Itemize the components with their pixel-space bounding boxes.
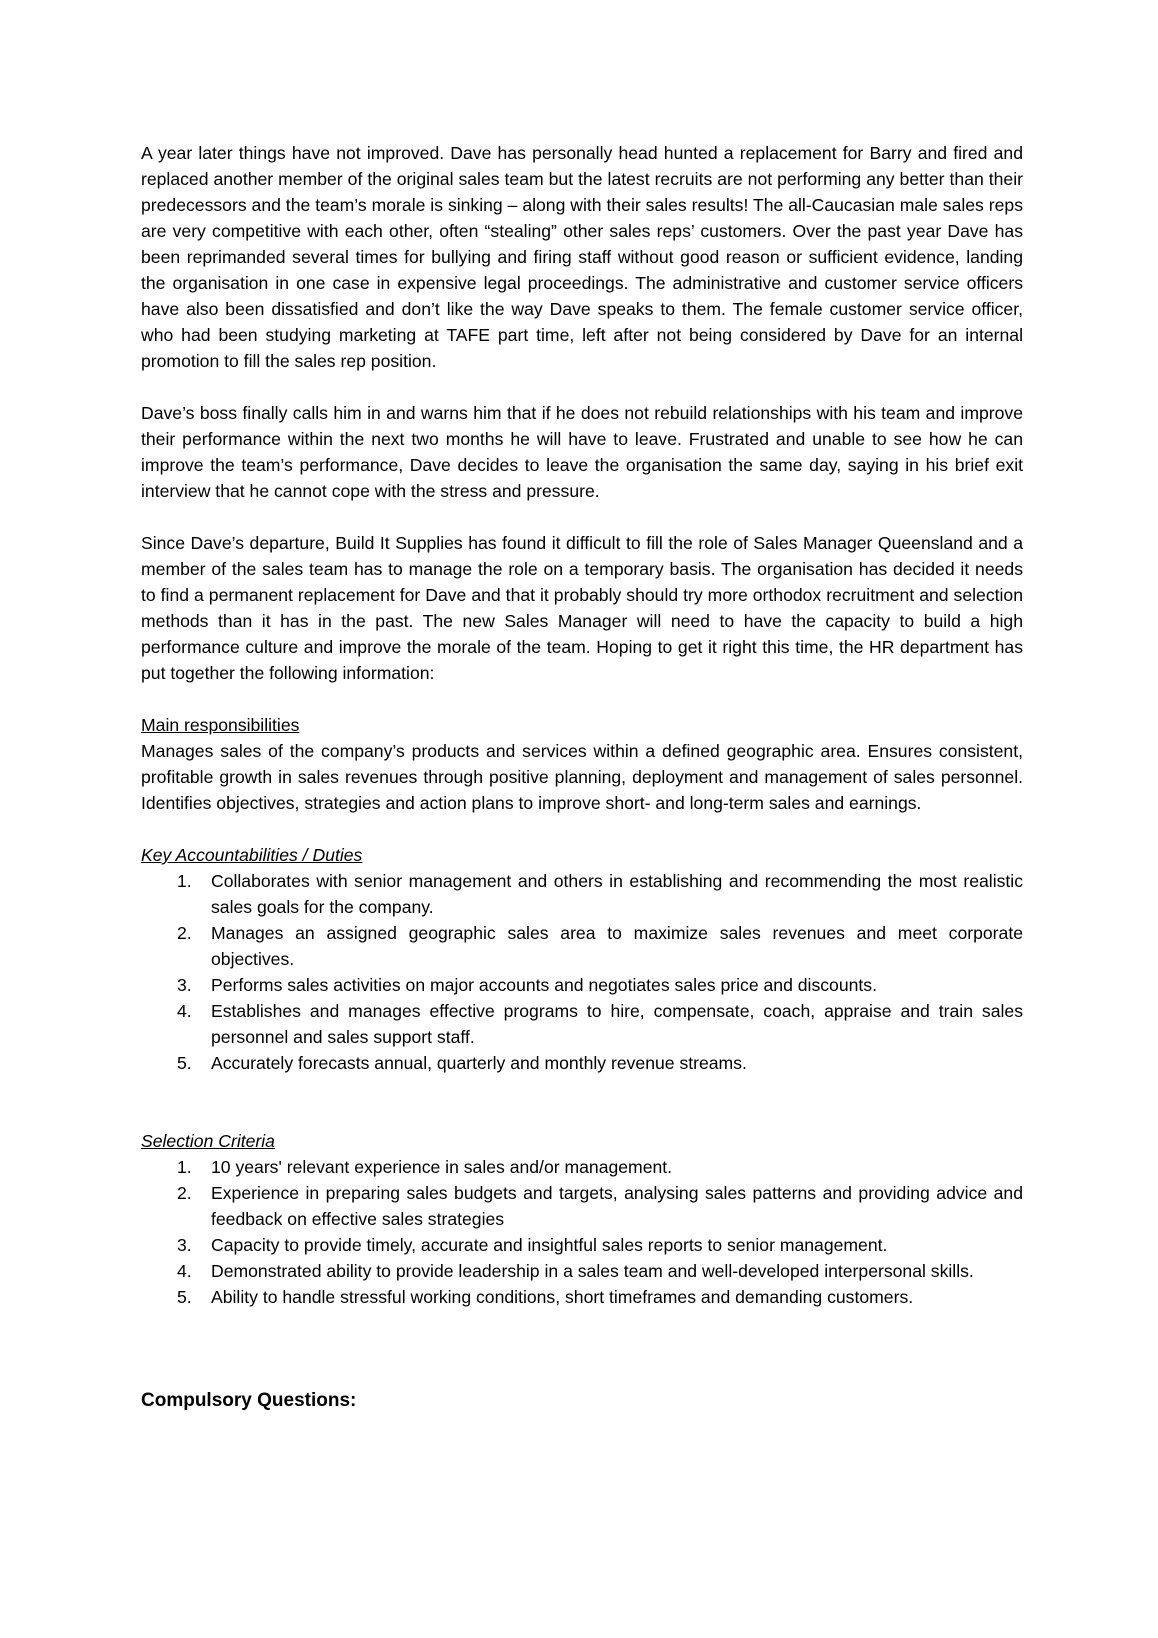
list-item-text: Collaborates with senior management and others in establishing and recommending the most realistic sales goals for the company.	[211, 871, 1023, 917]
list-number: 1.	[177, 871, 192, 891]
main-responsibilities-section	[141, 712, 1023, 816]
list-item	[141, 1232, 1023, 1258]
list-number: 3.	[177, 975, 192, 995]
list-item	[141, 1258, 1023, 1284]
paragraph-year-later: A year later things have not improved. Dave has personally head hunted a replacement for Barry and fired and replaced another member of the original sales team but the latest recruits are not performing any better than their predecessors and the team’s morale is sinking – along with their sales results! The all-Caucasian male sales reps are very competitive with each other, often “stealing” other sales reps’ customers. Over the past year Dave has been reprimanded several times for bullying and firing staff without good reason or sufficient evidence, landing the organisation in one case in expensive legal proceedings. The administrative and customer service officers have also been dissatisfied and don’t like the way Dave speaks to them. The female customer service officer, who had been studying marketing at TAFE part time, left after not being considered by Dave for an internal promotion to fill the sales rep position.	[141, 143, 1023, 371]
list-item-text: Capacity to provide timely, accurate and insightful sales reports to senior management.	[211, 1235, 888, 1255]
list-item-text: Manages an assigned geographic sales area to maximize sales revenues and meet corporate objectives.	[211, 923, 1023, 969]
selection-criteria-heading: Selection Criteria	[141, 1131, 275, 1151]
list-item-text: Performs sales activities on major accounts and negotiates sales price and discounts.	[211, 975, 877, 995]
paragraph-departure: Since Dave’s departure, Build It Supplies has found it difficult to fill the role of Sales Manager Queensland and a member of the sales team has to manage the role on a temporary basis. The organisation has decided it needs to find a permanent replacement for Dave and that it probably should try more orthodox recruitment and selection methods than it has in the past. The new Sales Manager will need to have the capacity to build a high performance culture and improve the morale of the team. Hoping to get it right this time, the HR department has put together the following information:	[141, 533, 1023, 683]
list-number: 5.	[177, 1287, 192, 1307]
list-number: 1.	[177, 1157, 192, 1177]
list-item	[141, 1180, 1023, 1232]
list-number: 4.	[177, 1001, 192, 1021]
key-accountabilities-section	[141, 842, 1023, 1076]
list-item-text: Experience in preparing sales budgets and targets, analysing sales patterns and providing advice and feedback on effective sales strategies	[211, 1183, 1023, 1229]
key-accountabilities-list	[141, 868, 1023, 1076]
list-item	[141, 868, 1023, 920]
key-accountabilities-heading: Key Accountabilities / Duties	[141, 845, 363, 865]
list-number: 5.	[177, 1053, 192, 1073]
paragraph-boss-warning: Dave’s boss finally calls him in and warns him that if he does not rebuild relationships with his team and improve their performance within the next two months he will have to leave. Frustrated and unable to see how he can improve the team’s performance, Dave decides to leave the organisation the same day, saying in his brief exit interview that he cannot cope with the stress and pressure.	[141, 403, 1023, 501]
list-item	[141, 998, 1023, 1050]
list-item	[141, 1154, 1023, 1180]
list-number: 3.	[177, 1235, 192, 1255]
list-item	[141, 1284, 1023, 1310]
list-item-text: Establishes and manages effective programs to hire, compensate, coach, appraise and train sales personnel and sales support staff.	[211, 1001, 1023, 1047]
list-item-text: 10 years' relevant experience in sales and/or management.	[211, 1157, 673, 1177]
list-item-text: Accurately forecasts annual, quarterly and monthly revenue streams.	[211, 1053, 747, 1073]
list-item-text: Ability to handle stressful working conditions, short timeframes and demanding customers.	[211, 1287, 914, 1307]
list-item	[141, 920, 1023, 972]
selection-criteria-section	[141, 1128, 1023, 1310]
list-item-text: Demonstrated ability to provide leadership in a sales team and well-developed interpersonal skills.	[211, 1261, 974, 1281]
main-responsibilities-body: Manages sales of the company’s products and services within a defined geographic area. Ensures consistent, profitable growth in sales revenues through positive planning, deployment and management of sales personnel. Identifies objectives, strategies and action plans to improve short- and long-term sales and earnings.	[141, 741, 1023, 813]
list-number: 2.	[177, 1183, 192, 1203]
list-number: 2.	[177, 923, 192, 943]
selection-criteria-list	[141, 1154, 1023, 1310]
list-number: 4.	[177, 1261, 192, 1281]
document-page	[141, 140, 1023, 1414]
list-item	[141, 972, 1023, 998]
list-item	[141, 1050, 1023, 1076]
main-responsibilities-heading: Main responsibilities	[141, 715, 300, 735]
compulsory-questions-heading: Compulsory Questions:	[141, 1390, 357, 1411]
